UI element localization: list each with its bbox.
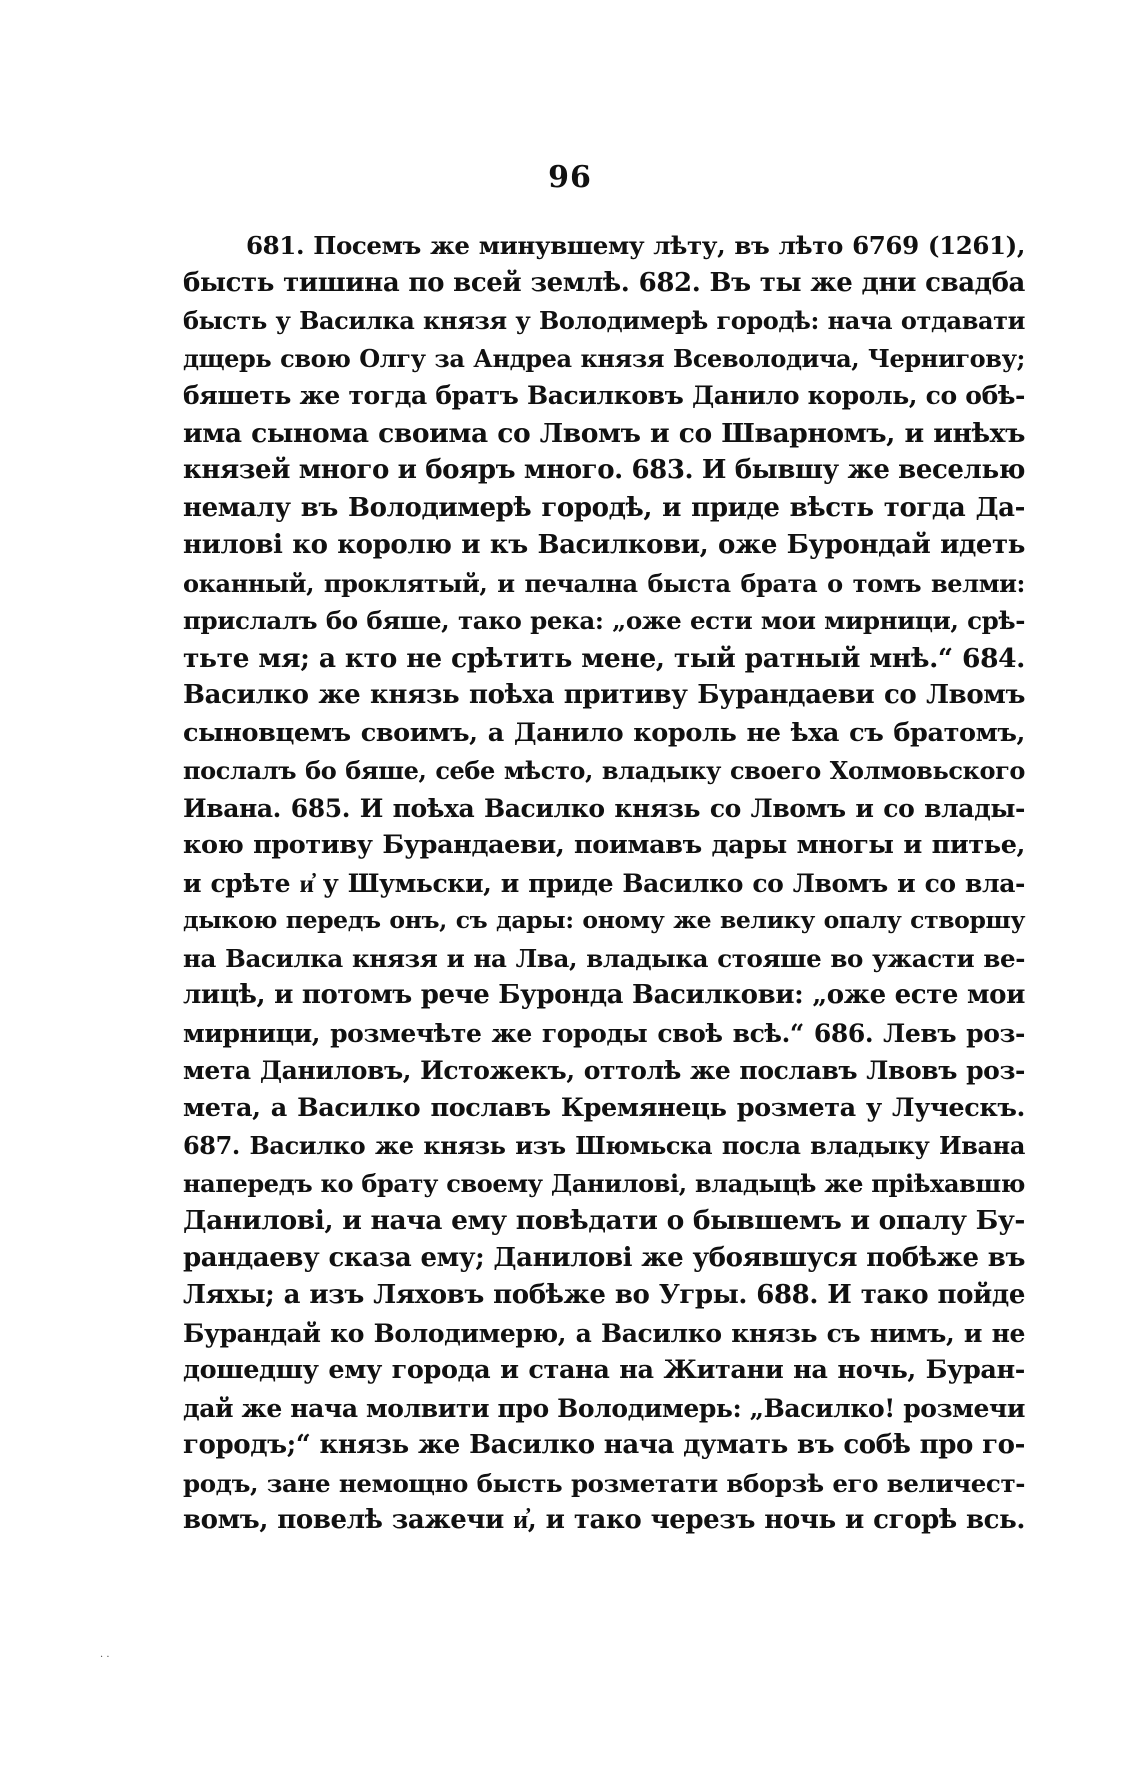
text-line: мета, а Василко пославъ Кремянець розмета у Луческъ.	[183, 1092, 1025, 1123]
text-line: и срѣте и҆ у Шумьски, и приде Василко со Лвомъ и со вла-	[183, 868, 1025, 898]
scan-speck-mark: · ·	[100, 1652, 110, 1663]
text-line: Ляхы; а изъ Ляховъ побѣже во Угры. 688. И тако пойде	[183, 1280, 1025, 1310]
text-line: Ивана. 685. И поѣха Василко князь со Лвомъ и со влады-	[183, 793, 1025, 823]
text-line: городъ;“ князь же Василко нача думать въ собѣ про го-	[183, 1430, 1025, 1460]
text-line: 681. Посемъ же минувшему лѣту, въ лѣто 6769 (1261),	[246, 231, 1025, 260]
text-line: немалу въ Володимерѣ городѣ, и приде вѣсть тогда Да-	[183, 492, 1025, 523]
text-line: 687. Василко же князь изъ Шюмьска посла владыку Ивана	[183, 1131, 1025, 1160]
text-line: напередъ ко брату своему Даниловi, владыцѣ же прiѣхавшю	[183, 1168, 1025, 1198]
text-line: дыкою передъ онъ, съ дары: оному же велику опалу створшу	[183, 906, 1025, 934]
text-line: има сынома своима со Лвомъ и со Шварномъ, и инѣхъ	[183, 417, 1025, 449]
text-line: Василко же князь поѣха притиву Бурандаеви со Лвомъ	[183, 680, 1025, 710]
text-line: мирници, розмечѣте же городы своѣ всѣ.“ 686. Левъ роз-	[183, 1018, 1025, 1048]
text-line: мета Даниловъ, Истожекъ, оттолѣ же пославъ Лвовъ роз-	[183, 1056, 1025, 1085]
text-line: бяшеть же тогда братъ Василковъ Данило король, со обѣ-	[183, 381, 1025, 410]
text-line: бысть тишина по всей землѣ. 682. Въ ты же дни свадба	[183, 267, 1025, 298]
text-line: рандаеву сказа ему; Даниловi же убоявшуся побѣже въ	[183, 1242, 1025, 1273]
text-line: прислалъ бо бяше, тако река: „оже ести мои мирници, срѣ-	[183, 606, 1025, 635]
text-line: лицѣ, и потомъ рече Буронда Василкови: „оже есте мои	[183, 980, 1025, 1010]
text-line: дщерь свою Олгу за Андреа князя Всеволодича, Чернигову;	[183, 343, 1025, 373]
text-line: вомъ, повелѣ зажечи и҆, и тако черезъ ночь и сгорѣ всь.	[183, 1505, 1025, 1535]
text-line: ниловi ко королю и къ Василкови, оже Бурондай идеть	[183, 530, 1025, 560]
body-text	[183, 227, 1025, 1540]
text-line: Даниловi, и нача ему повѣдати о бывшемъ и опалу Бу-	[183, 1205, 1025, 1236]
text-line: кою противу Бурандаеви, поимавъ дары многы и питье,	[183, 830, 1025, 860]
text-line: родъ, зане немощно бысть розметати вборзѣ его величест-	[183, 1468, 1025, 1498]
text-line: дай же нача молвити про Володимерь: „Василко! розмечи	[183, 1393, 1025, 1423]
text-line: тьте мя; а кто не срѣтить мене, тый ратный мнѣ.“ 684.	[183, 642, 1025, 674]
text-line: бысть у Василка князя у Володимерѣ городѣ: нача отдавати	[183, 306, 1025, 335]
text-line: Бурандай ко Володимерю, а Василко князь съ нимъ, и не	[183, 1318, 1025, 1348]
text-line: послалъ бо бяше, себе мѣсто, владыку своего Холмовьского	[183, 756, 1025, 785]
text-line: на Василка князя и на Лва, владыка стояше во ужасти ве-	[183, 943, 1025, 973]
page-number: 96	[548, 160, 592, 195]
text-line: сыновцемъ своимъ, а Данило король не ѣха съ братомъ,	[183, 717, 1025, 748]
text-line: дошедшу ему города и стана на Житани на ночь, Буран-	[183, 1355, 1025, 1385]
text-line: оканный, проклятый, и печална быста брата о томъ велми:	[183, 568, 1025, 598]
text-line: князей много и бояръ много. 683. И бывшу же веселью	[183, 455, 1025, 485]
